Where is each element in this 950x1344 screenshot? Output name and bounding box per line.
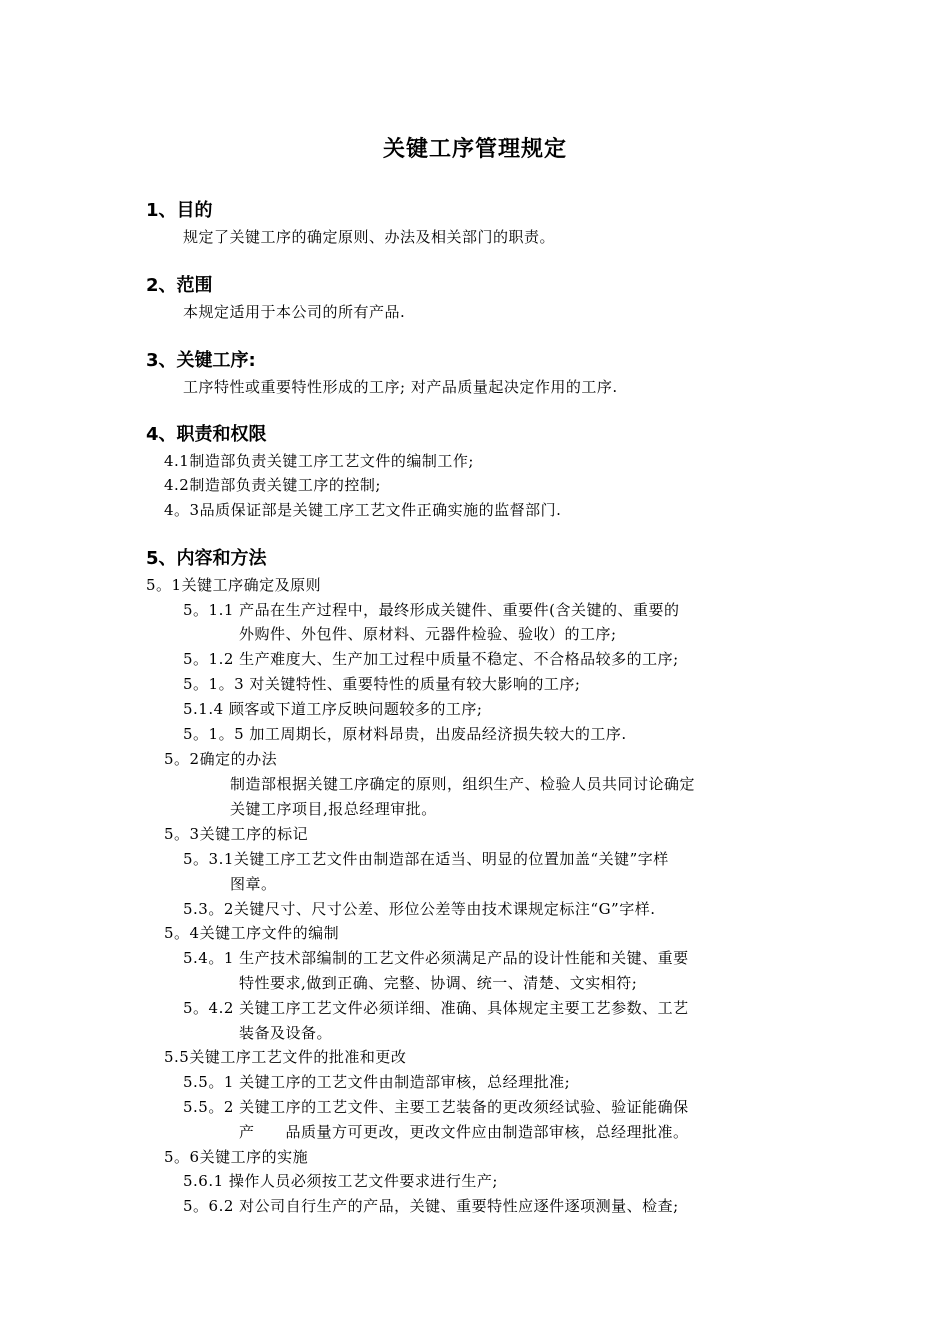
section-5-4-2-line-2: 装备及设备。 — [239, 1024, 333, 1042]
section-5-5-1: 5.5。1 关键工序的工艺文件由制造部审核，总经理批准; — [183, 1073, 571, 1091]
section-5-5-2-line-2: 产 品质量方可更改，更改文件应由制造部审核，总经理批准。 — [239, 1123, 689, 1141]
section-1-heading: 1、目的 — [146, 200, 213, 221]
section-5-3-2: 5.3。2关键尺寸、尺寸公差、形位公差等由技术课规定标注“G”字样. — [183, 900, 656, 918]
section-5-2-body-line-1: 制造部根据关键工序确定的原则，组织生产、检验人员共同讨论确定 — [230, 775, 696, 793]
section-5-1-heading: 5。1关键工序确定及原则 — [146, 576, 322, 594]
section-5-5-2-line-1: 5.5。2 关键工序的工艺文件、主要工艺装备的更改须经试验、验证能确保 — [183, 1098, 689, 1116]
section-4-item-1: 4.1制造部负责关键工序工艺文件的编制工作; — [164, 452, 474, 470]
section-5-5-heading: 5.5关键工序工艺文件的批准和更改 — [164, 1048, 407, 1066]
section-4-heading: 4、职责和权限 — [146, 424, 267, 445]
section-4-item-3: 4。3品质保证部是关键工序工艺文件正确实施的监督部门. — [164, 501, 562, 519]
section-5-2-body-line-2: 关键工序项目,报总经理审批。 — [230, 800, 437, 818]
section-5-3-1-line-2: 图章。 — [230, 875, 277, 893]
section-5-1-2: 5。1.2 生产难度大、生产加工过程中质量不稳定、不合格品较多的工序; — [183, 650, 679, 668]
section-5-3-1-line-1: 5。3.1关键工序工艺文件由制造部在适当、明显的位置加盖“关键”字样 — [183, 850, 669, 868]
section-5-4-1-line-2: 特性要求,做到正确、完整、协调、统一、清楚、文实相符; — [239, 974, 638, 992]
section-5-1-1-line-1: 5。1.1 产品在生产过程中，最终形成关键件、重要件(含关键的、重要的 — [183, 601, 680, 619]
section-2-body: 本规定适用于本公司的所有产品. — [183, 303, 406, 321]
section-5-1-3: 5。1。3 对关键特性、重要特性的质量有较大影响的工序; — [183, 675, 581, 693]
section-5-6-heading: 5。6关键工序的实施 — [164, 1148, 309, 1166]
section-5-6-1: 5.6.1 操作人员必须按工艺文件要求进行生产; — [183, 1172, 498, 1190]
section-4-item-2: 4.2制造部负责关键工序的控制; — [164, 476, 381, 494]
section-2-heading: 2、范围 — [146, 275, 213, 296]
section-3-body: 工序特性或重要特性形成的工序; 对产品质量起决定作用的工序. — [183, 378, 618, 396]
section-5-heading: 5、内容和方法 — [146, 548, 267, 569]
section-5-1-5: 5。1。5 加工周期长，原材料昂贵，出废品经济损失较大的工序. — [183, 725, 627, 743]
section-1-body: 规定了关键工序的确定原则、办法及相关部门的职责。 — [183, 228, 556, 246]
section-5-4-heading: 5。4关键工序文件的编制 — [164, 924, 340, 942]
section-3-heading: 3、关键工序: — [146, 350, 256, 371]
section-5-4-2-line-1: 5。4.2 关键工序工艺文件必须详细、准确、具体规定主要工艺参数、工艺 — [183, 999, 689, 1017]
document-title: 关键工序管理规定 — [382, 137, 567, 162]
section-5-1-1-line-2: 外购件、外包件、原材料、元器件检验、验收）的工序; — [239, 625, 617, 643]
section-5-3-heading: 5。3关键工序的标记 — [164, 825, 309, 843]
section-5-2-heading: 5。2确定的办法 — [164, 750, 278, 768]
section-5-6-2: 5。6.2 对公司自行生产的产品，关键、重要特性应逐件逐项测量、检查; — [183, 1197, 679, 1215]
section-5-1-4: 5.1.4 顾客或下道工序反映问题较多的工序; — [183, 700, 483, 718]
section-5-4-1-line-1: 5.4。1 生产技术部编制的工艺文件必须满足产品的设计性能和关键、重要 — [183, 949, 689, 967]
